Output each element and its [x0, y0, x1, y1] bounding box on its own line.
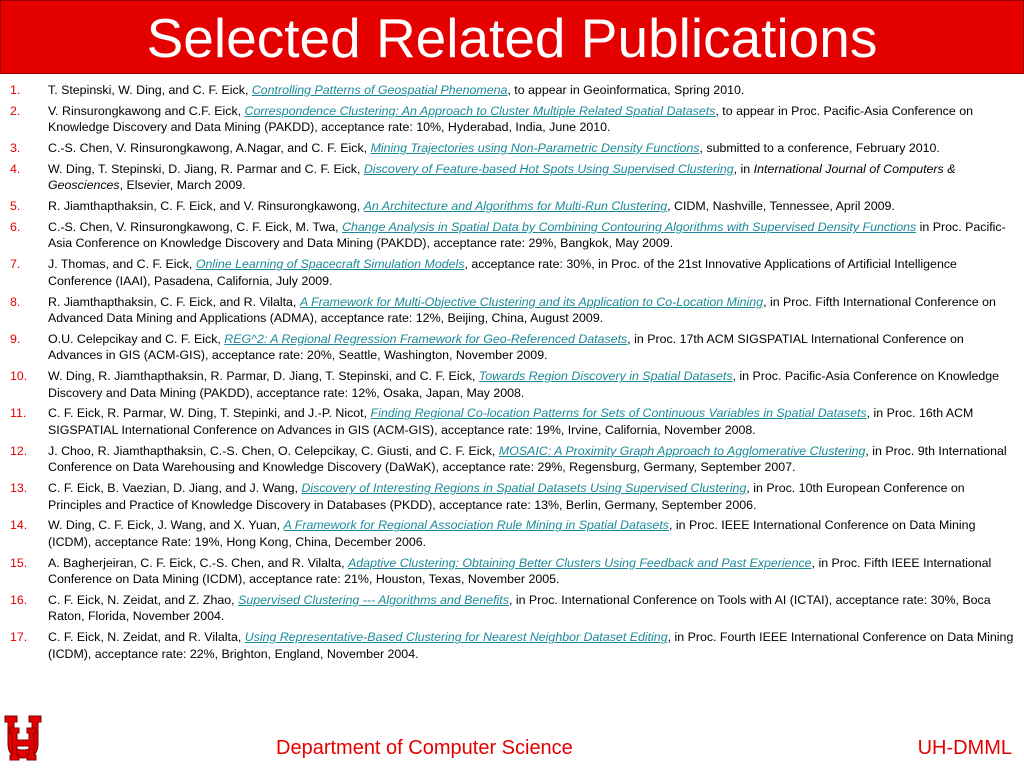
publication-item	[10, 368, 1016, 401]
publication-venue: , in Proc. Fifth International Conference on Advanced Data Mining and Applications (ADMA), acceptance rate: 12%, Beijing, China, August 2009.	[48, 294, 996, 326]
publication-venue: , in Proc. Pacific-Asia Conference on Knowledge Discovery and Data Mining (PAKDD), acceptance rate: 12%, Osaka, Japan, May 2008.	[48, 369, 1000, 400]
slide-title: Selected Related Publications	[146, 6, 878, 69]
publication-number: 2.	[10, 103, 21, 118]
publication-title-link[interactable]: An Architecture and Algorithms for Multi-Run Clustering	[363, 199, 668, 214]
publication-venue: in Proc. Pacific-Asia Conference on Knowledge Discovery and Data Mining (PAKDD), acceptance rate: 29%, Bangkok, May 2009.	[48, 219, 1006, 251]
publication-title-link[interactable]: A Framework for Multi-Objective Clustering and its Application to Co-Location Mining	[299, 294, 764, 309]
uh-interlocking-logo-icon	[2, 712, 44, 766]
publication-item	[10, 294, 1016, 327]
publication-authors: J. Thomas, and C. F. Eick,	[48, 257, 196, 272]
publication-citation	[48, 82, 1016, 99]
publication-list	[10, 82, 1016, 667]
publication-title-link[interactable]: Discovery of Interesting Regions in Spatial Datasets Using Supervised Clustering	[301, 481, 747, 496]
publication-item	[10, 82, 1016, 99]
publication-title-link[interactable]: Finding Regional Co-location Patterns for Sets of Continuous Variables in Spatial Datasets	[370, 406, 867, 421]
publication-citation	[48, 140, 1016, 157]
publication-venue: , in Proc. International Conference on Tools with AI (ICTAI), acceptance rate: 30%, Boca Raton, Florida, November 2004.	[48, 592, 991, 624]
publication-citation	[48, 517, 1016, 550]
publication-number: 7.	[10, 257, 21, 272]
publication-title-link[interactable]: Adaptive Clustering: Obtaining Better Clusters Using Feedback and Past Experience	[348, 555, 812, 570]
publication-number: 9.	[10, 331, 21, 346]
publication-venue: , in Proc. 10th European Conference on Principles and Practice of Knowledge Discovery in Databases (PKDD), acceptance rate: 13%, Berlin, Germany, September 2006.	[48, 481, 965, 512]
footer-department: Department of Computer Science	[276, 737, 573, 759]
publication-citation	[48, 294, 1016, 327]
publication-venue: , in Proc. Fifth IEEE International Conference on Data Mining (ICDM), acceptance rate: 21%, Houston, Texas, November 2005.	[48, 555, 992, 587]
publication-venue: , CIDM, Nashville, Tennessee, April 2009.	[667, 199, 895, 214]
publication-number: 6.	[10, 219, 21, 234]
publication-number: 15.	[10, 555, 28, 570]
publication-authors: V. Rinsurongkawong and C.F. Eick,	[48, 103, 245, 118]
publication-citation	[48, 161, 1016, 194]
title-bar	[0, 0, 1024, 74]
publication-number: 8.	[10, 294, 21, 309]
publication-title-link[interactable]: Online Learning of Spacecraft Simulation Models	[195, 257, 465, 272]
publication-citation	[48, 480, 1016, 513]
publication-number: 16.	[10, 592, 28, 607]
publication-item	[10, 103, 1016, 136]
publication-item	[10, 140, 1016, 157]
publication-venue-tail: , Elsevier, March 2009.	[119, 178, 246, 193]
publication-venue: , in Proc. 17th ACM SIGSPATIAL International Conference on Advances in GIS (ACM-GIS), acceptance rate: 20%, Seattle, Washington, November 2009.	[48, 331, 964, 363]
publication-number: 5.	[10, 199, 21, 214]
publication-venue: , in Proc. 9th International Conference on Data Warehousing and Knowledge Discovery (DaWaK), acceptance rate: 29%, Regensburg, Germany, September 2007.	[48, 443, 1007, 475]
publication-item	[10, 198, 1016, 215]
publication-authors: C. F. Eick, B. Vaezian, D. Jiang, and J. Wang,	[48, 481, 302, 496]
publication-citation	[48, 555, 1016, 588]
publication-number: 17.	[10, 630, 28, 645]
publication-venue: , in	[733, 161, 754, 176]
publication-citation	[48, 629, 1016, 662]
publication-authors: T. Stepinski, W. Ding, and C. F. Eick,	[48, 83, 252, 97]
publication-venue: , submitted to a conference, February 2010.	[699, 141, 940, 156]
publication-citation	[48, 592, 1016, 625]
publication-title-link[interactable]: Supervised Clustering --- Algorithms and Benefits	[238, 592, 509, 607]
publication-item	[10, 555, 1016, 588]
publication-venue: , in Proc. Fourth IEEE International Conference on Data Mining (ICDM), acceptance rate: 22%, Brighton, England, November 2004.	[48, 630, 1014, 661]
publication-number: 4.	[10, 161, 21, 176]
publication-item	[10, 219, 1016, 252]
publication-number: 13.	[10, 481, 28, 496]
publication-venue: , to appear in Proc. Pacific-Asia Conference on Knowledge Discovery and Data Mining (PAKDD), acceptance rate: 10%, Hyderabad, India, June 2010.	[48, 103, 973, 135]
publication-number: 3.	[10, 141, 21, 156]
publication-authors: C.-S. Chen, V. Rinsurongkawong, A.Nagar, and C. F. Eick,	[48, 141, 371, 156]
publication-title-link[interactable]: Mining Trajectories using Non-Parametric Density Functions	[370, 141, 700, 156]
publication-venue: , to appear in Geoinformatica, Spring 2010.	[507, 83, 745, 97]
publication-citation	[48, 443, 1016, 476]
footer-lab: UH-DMML	[917, 737, 1012, 759]
publication-authors: A. Bagherjeiran, C. F. Eick, C.-S. Chen, and R. Vilalta,	[48, 555, 349, 570]
publication-citation	[48, 103, 1016, 136]
publication-title-link[interactable]: Discovery of Feature-based Hot Spots Using Supervised Clustering	[363, 161, 734, 176]
publication-authors: O.U. Celepcikay and C. F. Eick,	[48, 331, 225, 346]
publication-title-link[interactable]: Towards Region Discovery in Spatial Datasets	[478, 369, 733, 384]
publication-title-link[interactable]: A Framework for Regional Association Rule Mining in Spatial Datasets	[283, 518, 669, 533]
publication-journal: International Journal of Computers & Geosciences	[48, 161, 956, 193]
publication-number: 1.	[10, 83, 21, 97]
publication-authors: W. Ding, R. Jiamthapthaksin, R. Parmar, D. Jiang, T. Stepinski, and C. F. Eick,	[48, 369, 479, 384]
publication-number: 10.	[10, 369, 28, 384]
publication-title-link[interactable]: Correspondence Clustering: An Approach to Cluster Multiple Related Spatial Datasets	[244, 103, 716, 118]
publication-authors: C. F. Eick, N. Zeidat, and R. Vilalta,	[48, 630, 245, 645]
publication-authors: C.-S. Chen, V. Rinsurongkawong, C. F. Eick, M. Twa,	[48, 219, 343, 234]
publication-authors: J. Choo, R. Jiamthapthaksin, C.-S. Chen, O. Celepcikay, C. Giusti, and C. F. Eick,	[48, 443, 499, 458]
publication-item	[10, 161, 1016, 194]
publication-item	[10, 592, 1016, 625]
publication-number: 11.	[10, 406, 27, 421]
publication-number: 14.	[10, 518, 28, 533]
publication-title-link[interactable]: MOSAIC: A Proximity Graph Approach to Agglomerative Clustering	[498, 443, 866, 458]
publication-item	[10, 517, 1016, 550]
publication-authors: C. F. Eick, N. Zeidat, and Z. Zhao,	[48, 592, 239, 607]
publication-title-link[interactable]: Change Analysis in Spatial Data by Combining Contouring Algorithms with Supervised Density Functions	[342, 219, 917, 234]
publication-item	[10, 629, 1016, 662]
publication-citation	[48, 405, 1016, 438]
publication-citation	[48, 256, 1016, 289]
publication-citation	[48, 368, 1016, 401]
publication-authors: R. Jiamthapthaksin, C. F. Eick, and V. Rinsurongkawong,	[48, 199, 364, 214]
publication-item	[10, 331, 1016, 364]
publication-citation	[48, 331, 1016, 364]
publication-authors: W. Ding, T. Stepinski, D. Jiang, R. Parmar and C. F. Eick,	[48, 161, 364, 176]
publication-citation	[48, 198, 1016, 215]
publication-number: 12.	[10, 443, 28, 458]
publication-item	[10, 405, 1016, 438]
publication-title-link[interactable]: REG^2: A Regional Regression Framework for Geo-Referenced Datasets	[224, 331, 628, 346]
publication-title-link[interactable]: Using Representative-Based Clustering for Nearest Neighbor Dataset Editing	[244, 630, 668, 645]
publication-title-link[interactable]: Controlling Patterns of Geospatial Phenomena	[251, 83, 508, 97]
publication-citation	[48, 219, 1016, 252]
publication-item	[10, 480, 1016, 513]
publication-venue: , in Proc. 16th ACM SIGSPATIAL International Conference on Advances in GIS (ACM-GIS), acceptance rate: 19%, Irvine, California, November 2008.	[48, 406, 974, 437]
publication-authors: R. Jiamthapthaksin, C. F. Eick, and R. Vilalta,	[48, 294, 300, 309]
publication-authors: C. F. Eick, R. Parmar, W. Ding, T. Stepinki, and J.-P. Nicot,	[48, 406, 371, 421]
publication-item	[10, 443, 1016, 476]
publication-venue: , acceptance rate: 30%, in Proc. of the 21st Innovative Applications of Artificial Intelligence Conference (IAAI), Pasadena, California, July 2009.	[48, 257, 957, 288]
publication-item	[10, 256, 1016, 289]
publication-venue: , in Proc. IEEE International Conference on Data Mining (ICDM), acceptance Rate: 19%, Hong Kong, China, December 2006.	[48, 518, 976, 549]
publication-authors: W. Ding, C. F. Eick, J. Wang, and X. Yuan,	[48, 518, 284, 533]
